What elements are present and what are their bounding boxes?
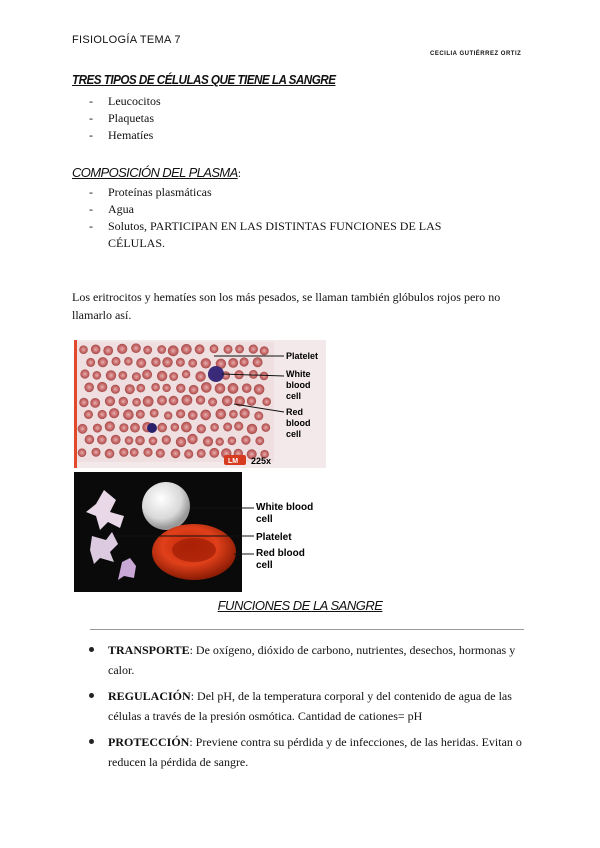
red-cell — [119, 423, 128, 432]
red-cell — [111, 385, 120, 394]
header-right: CECILIA GUTIÉRREZ ORTIZ — [430, 51, 522, 57]
functions-list — [108, 640, 528, 778]
red-cell — [228, 358, 238, 368]
red-cell — [216, 409, 227, 420]
red-cell — [93, 424, 102, 433]
red-cell — [80, 369, 89, 378]
red-cell — [135, 436, 145, 446]
red-cell — [112, 357, 121, 366]
micrograph-border — [74, 340, 77, 468]
red-cell — [132, 398, 141, 407]
red-cell — [105, 449, 115, 459]
red-cell — [182, 370, 190, 378]
plasma-list — [89, 184, 488, 252]
red-cell — [151, 383, 160, 392]
paragraph-erythrocytes: Los eritrocitos y hematíes son los más pesados, se llaman también glóbulos rojos pero no llamarlo así. — [72, 290, 501, 322]
section-title-functions: FUNCIONES DE LA SANGRE — [217, 598, 383, 613]
red-cell — [123, 409, 134, 420]
red-cell — [136, 358, 146, 368]
red-cell — [247, 424, 257, 434]
sem-white-blood-cell — [142, 482, 190, 530]
red-cell — [97, 382, 107, 392]
red-cell — [98, 357, 108, 367]
red-cell — [171, 449, 181, 459]
red-cell — [171, 423, 180, 432]
white-blood-cell-stain — [208, 366, 224, 382]
red-cell — [200, 410, 211, 421]
red-cell — [157, 423, 167, 433]
red-cell — [150, 409, 159, 418]
red-cell — [151, 357, 160, 366]
bullet-icon — [89, 647, 94, 652]
red-cell — [92, 448, 101, 457]
red-cell — [84, 383, 94, 393]
red-cell — [215, 383, 226, 394]
red-cell — [216, 438, 224, 446]
red-cell — [85, 435, 95, 445]
red-cell — [188, 359, 197, 368]
red-cell — [184, 449, 193, 458]
red-cell — [254, 411, 263, 420]
red-cell — [187, 434, 197, 444]
red-cell — [84, 410, 93, 419]
red-cell — [228, 383, 239, 394]
list-item: - Leucocitos — [89, 94, 161, 108]
list-item: - Hematíes — [89, 128, 154, 142]
red-cell — [78, 448, 87, 457]
red-cell — [255, 436, 264, 445]
label-platelet-top: Platelet — [286, 351, 319, 361]
red-cell — [234, 422, 243, 431]
red-cell — [249, 370, 258, 379]
red-cell — [90, 398, 100, 408]
red-cell — [111, 435, 121, 445]
red-cell — [176, 409, 185, 418]
red-cell — [86, 358, 95, 367]
red-cell — [169, 372, 178, 381]
red-cell — [253, 357, 263, 367]
sem-rbc-center — [172, 538, 216, 562]
red-cell — [254, 384, 265, 395]
red-cell — [143, 396, 154, 407]
red-cell — [149, 437, 158, 446]
red-cell — [196, 395, 205, 404]
red-cell — [240, 357, 249, 366]
red-cell — [176, 358, 185, 367]
red-cell — [119, 448, 128, 457]
red-cell — [181, 344, 192, 355]
red-cell — [79, 398, 88, 407]
red-cell — [157, 371, 167, 381]
red-cell — [156, 449, 165, 458]
list-item: - Solutos, PARTICIPAN EN LAS DISTINTAS FUNCIONES DE LAS CÉLULAS. — [89, 219, 442, 250]
red-cell — [130, 423, 140, 433]
list-item: - Plaquetas — [89, 111, 154, 125]
red-cell — [195, 371, 205, 381]
red-cell — [157, 345, 166, 354]
blood-cells-figure — [74, 340, 326, 592]
blood-cells-illustration — [74, 340, 326, 592]
red-cell — [93, 371, 102, 380]
red-cell — [201, 382, 212, 393]
red-cell — [162, 384, 170, 392]
red-cell — [98, 410, 107, 419]
red-cell — [106, 370, 116, 380]
list-item: PROTECCIÓN: Previene contra su pérdida y de infecciones, de las heridas. Evitan o reducen la pérdida de sangre. — [108, 732, 528, 772]
list-item: - Agua — [89, 202, 134, 216]
red-cell — [224, 345, 233, 354]
red-cell — [228, 437, 237, 446]
red-cell — [188, 410, 198, 420]
label-wbc-bottom: White blood cell — [256, 502, 314, 525]
label-platelet-bottom: Platelet — [256, 532, 292, 543]
red-cell — [162, 357, 172, 367]
bullet-icon — [89, 693, 94, 698]
red-cell — [229, 410, 238, 419]
section-title-plasma: COMPOSICIÓN DEL PLASMA: — [72, 165, 242, 180]
red-cell — [157, 396, 167, 406]
header-left: FISIOLOGÍA TEMA 7 — [72, 34, 181, 46]
red-cell — [132, 372, 141, 381]
red-cell — [247, 396, 256, 405]
red-cell — [143, 346, 152, 355]
red-cell — [208, 398, 217, 407]
label-rbc-top: Red blood cell — [286, 407, 311, 439]
red-cell — [176, 384, 185, 393]
red-cell — [119, 397, 128, 406]
red-cell — [168, 345, 179, 356]
red-cell — [124, 357, 133, 366]
bullet-icon — [89, 739, 94, 744]
red-cell — [195, 344, 205, 354]
red-cell — [91, 345, 101, 355]
magnification-value: 225x — [251, 456, 272, 466]
red-cell — [117, 344, 127, 354]
red-cell — [125, 384, 135, 394]
red-cell — [79, 345, 88, 354]
red-cell — [176, 437, 186, 447]
divider — [90, 629, 524, 630]
red-cell — [78, 424, 88, 434]
label-wbc-top: White blood cell — [286, 369, 311, 401]
red-cell — [210, 344, 219, 353]
red-cell — [197, 449, 206, 458]
red-cell — [143, 448, 152, 457]
red-cell — [97, 435, 107, 445]
red-cell — [222, 396, 233, 407]
red-cell — [262, 397, 271, 406]
red-cell — [103, 346, 113, 356]
section-title-cell-types: TRES TIPOS DE CÉLULAS QUE TIENE LA SANGRE — [72, 72, 336, 87]
red-cell — [189, 385, 199, 395]
red-cell — [203, 436, 213, 446]
red-cell — [201, 358, 211, 368]
magnification-badge-text: LM — [228, 458, 239, 465]
cell-types-list — [89, 93, 161, 144]
red-cell — [131, 343, 141, 353]
list-item: TRANSPORTE: De oxígeno, dióxido de carbono, nutrientes, desechos, hormonas y calor. — [108, 640, 528, 680]
list-item: REGULACIÓN: Del pH, de la temperatura corporal y del contenido de agua de las células a través de la presión osmótica. Cantidad de cationes= pH — [108, 686, 528, 726]
white-blood-cell-stain-small — [147, 423, 157, 433]
red-cell — [197, 424, 206, 433]
red-cell — [260, 346, 269, 355]
red-cell — [223, 423, 232, 432]
red-cell — [242, 383, 252, 393]
list-item: - Proteínas plasmáticas — [89, 185, 212, 199]
red-cell — [169, 396, 179, 406]
red-cell — [136, 410, 145, 419]
red-cell — [130, 448, 139, 457]
red-cell — [262, 423, 271, 432]
red-cell — [118, 371, 127, 380]
red-cell — [182, 395, 193, 406]
red-cell — [240, 408, 250, 418]
red-cell — [105, 396, 115, 406]
red-cell — [235, 345, 244, 354]
red-cell — [162, 435, 171, 444]
red-cell — [210, 423, 219, 432]
red-cell — [181, 422, 192, 433]
red-cell — [125, 436, 134, 445]
red-cell — [209, 448, 219, 458]
red-cell — [241, 436, 250, 445]
red-cell — [105, 421, 115, 431]
red-cell — [164, 411, 172, 419]
red-cell — [249, 345, 258, 354]
label-rbc-bottom: Red blood cell — [256, 548, 305, 571]
red-cell — [142, 370, 152, 380]
red-cell — [137, 384, 146, 393]
red-cell — [109, 408, 119, 418]
